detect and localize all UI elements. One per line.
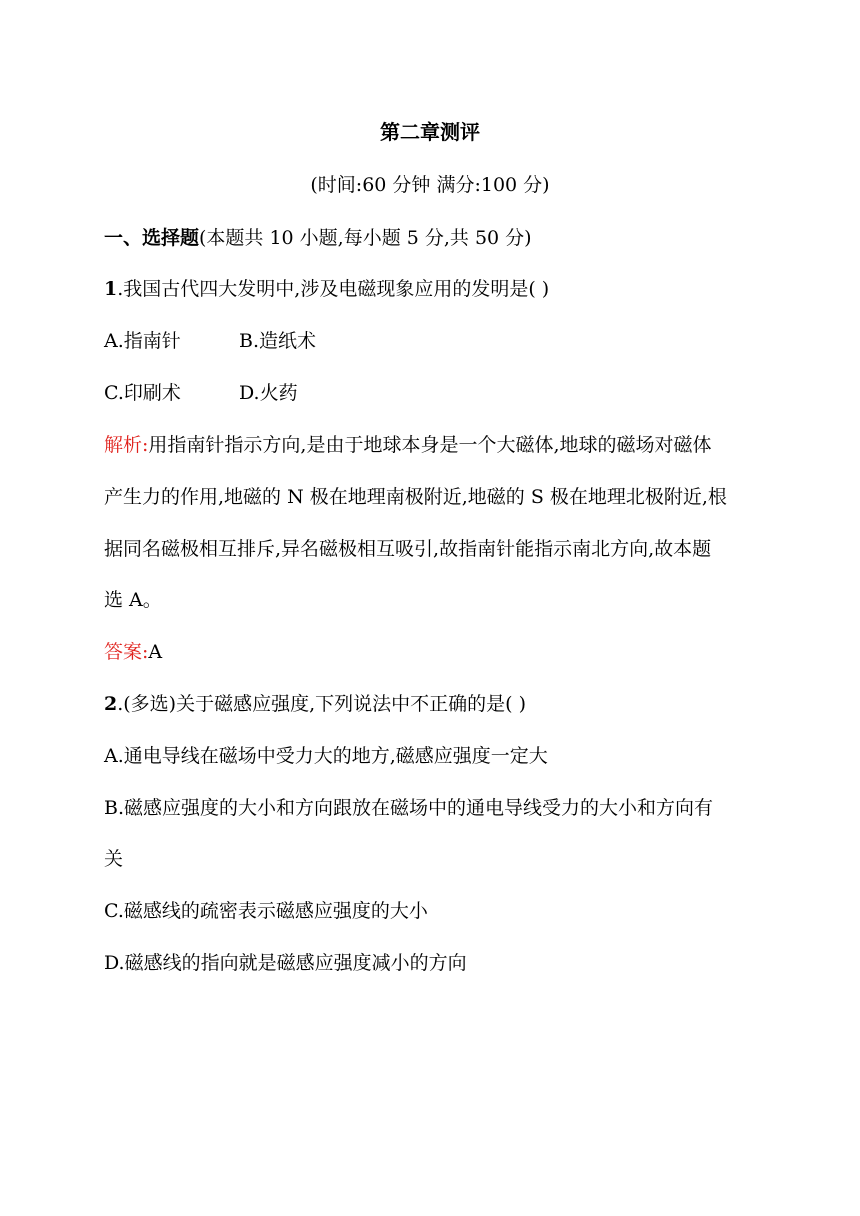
question-1-option-a: A.指南针 — [104, 330, 181, 352]
question-2-number: 2 — [104, 693, 118, 715]
question-2-option-d: D.磁感线的指向就是磁感应强度减小的方向 — [104, 952, 467, 974]
question-1-analysis-line-3: 据同名磁极相互排斥,异名磁极相互吸引,故指南针能指示南北方向,故本题 — [104, 538, 712, 560]
question-2-option-b-line-2: 关 — [104, 848, 124, 870]
question-1-text: .我国古代四大发明中,涉及电磁现象应用的发明是( ) — [117, 278, 550, 300]
section-note: (本题共 10 小题,每小题 5 分,共 50 分) — [199, 227, 532, 249]
answer-label: 答案: — [104, 641, 149, 663]
page-subtitle: (时间:60 分钟 满分:100 分) — [310, 174, 550, 196]
question-2-option-a: A.通电导线在磁场中受力大的地方,磁感应强度一定大 — [104, 745, 548, 767]
analysis-text-1: 用指南针指示方向,是由于地球本身是一个大磁体,地球的磁场对磁体 — [148, 434, 712, 456]
question-1-answer — [104, 638, 162, 666]
question-2-text: .(多选)关于磁感应强度,下列说法中不正确的是( ) — [117, 693, 527, 715]
question-1-option-c: C.印刷术 — [104, 382, 181, 404]
question-1-analysis-line-1 — [104, 431, 712, 459]
question-1-number: 1 — [104, 278, 118, 300]
question-1-options-row-2 — [104, 379, 504, 407]
answer-value: A — [148, 641, 163, 663]
question-1-options-row-1 — [104, 327, 504, 355]
section-heading-row — [104, 224, 532, 252]
question-2-option-b-line-1: B.磁感应强度的大小和方向跟放在磁场中的通电导线受力的大小和方向有 — [104, 797, 714, 819]
page-title: 第二章测评 — [380, 120, 480, 144]
question-1-analysis-line-4: 选 A。 — [104, 589, 162, 611]
question-1-option-d: D.火药 — [239, 382, 298, 404]
question-2-stem — [104, 690, 526, 718]
analysis-label: 解析: — [104, 434, 149, 456]
question-1-option-b: B.造纸术 — [239, 330, 317, 352]
question-2-option-c: C.磁感线的疏密表示磁感应强度的大小 — [104, 900, 428, 922]
question-1-analysis-line-2: 产生力的作用,地磁的 N 极在地理南极附近,地磁的 S 极在地理北极附近,根 — [104, 486, 727, 508]
question-1-stem — [104, 275, 549, 303]
section-heading: 一、选择题 — [104, 227, 200, 249]
